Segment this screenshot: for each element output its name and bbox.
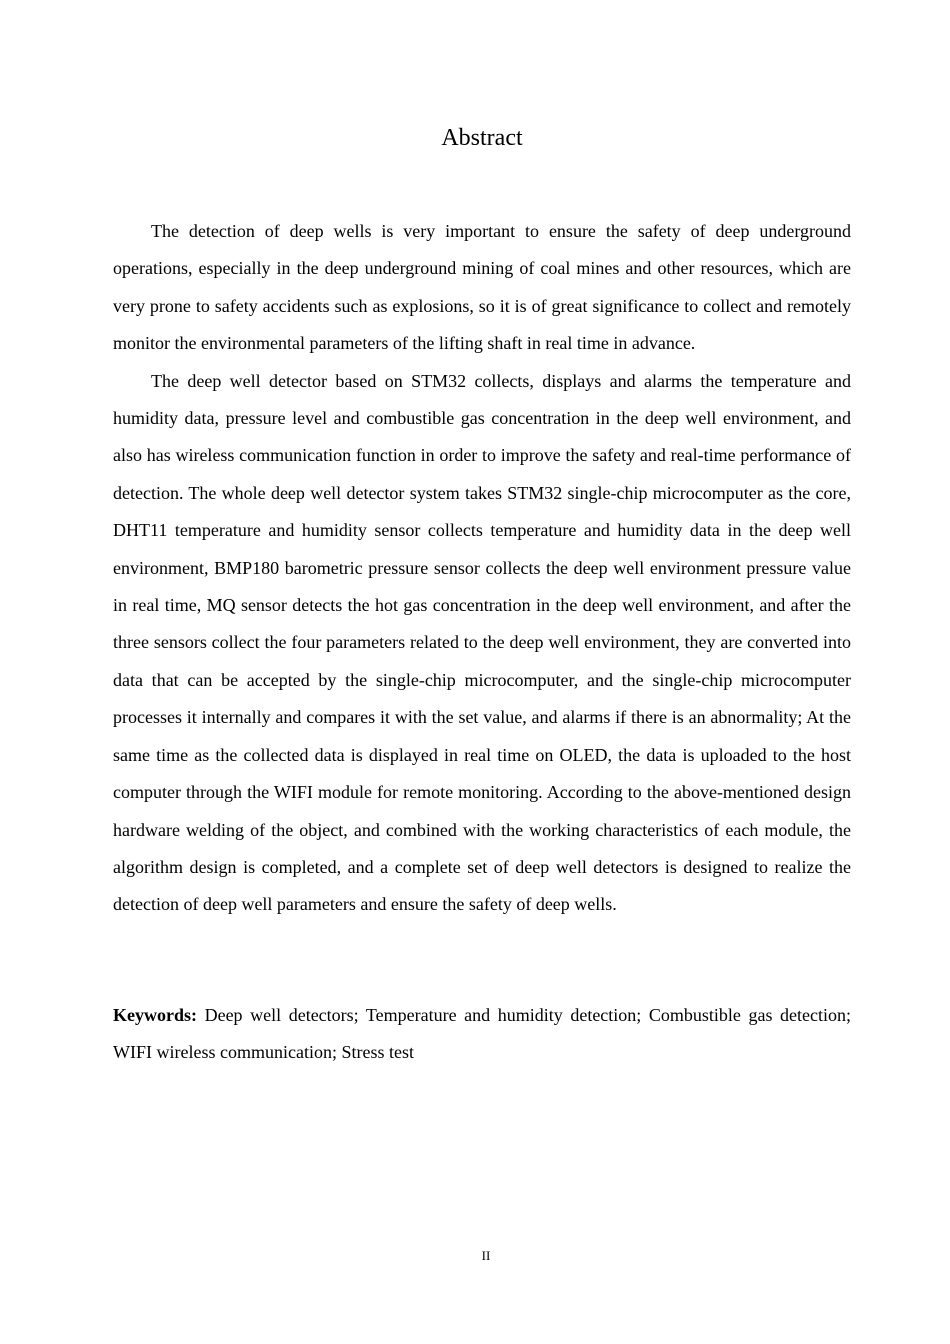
abstract-paragraph: The deep well detector based on STM32 collects, displays and alarms the temperature and humidity data, pressure level and combustible gas concentration in the deep well environment, and also has wireless communication function in order to improve the safety and real-time performance of detection. The whole deep well detector system takes STM32 single-chip microcomputer as the core, DHT11 temperature and humidity sensor collects temperature and humidity data in the deep well environment, BMP180 barometric pressure sensor collects the deep well environment pressure value in real time, MQ sensor detects the hot gas concentration in the deep well environment, and after the three sensors collect the four parameters related to the deep well environment, they are converted into data that can be accepted by the single-chip microcomputer, and the single-chip microcomputer processes it internally and compares it with the set value, and alarms if there is an abnormality; At the same time as the collected data is displayed in real time on OLED, the data is uploaded to the host computer through the WIFI module for remote monitoring. According to the above-mentioned design hardware welding of the object, and combined with the working characteristics of each module, the algorithm design is completed, and a complete set of deep well detectors is designed to realize the detection of deep well parameters and ensure the safety of deep wells. [113, 370, 851, 915]
abstract-body [113, 213, 851, 924]
abstract-paragraph: The detection of deep wells is very important to ensure the safety of deep underground operations, especially in the deep underground mining of coal mines and other resources, which are very prone to safety accidents such as explosions, so it is of great significance to collect and remotely monitor the environmental parameters of the lifting shaft in real time in advance. [113, 221, 851, 354]
page-title: Abstract [441, 125, 523, 151]
keywords-section [113, 997, 851, 1072]
keywords-list: Deep well detectors; Temperature and humidity detection; Combustible gas detection; WIFI wireless communication; Stress test [113, 1005, 851, 1063]
keywords-label: Keywords: [113, 1005, 197, 1025]
page-number: II [481, 1248, 491, 1263]
